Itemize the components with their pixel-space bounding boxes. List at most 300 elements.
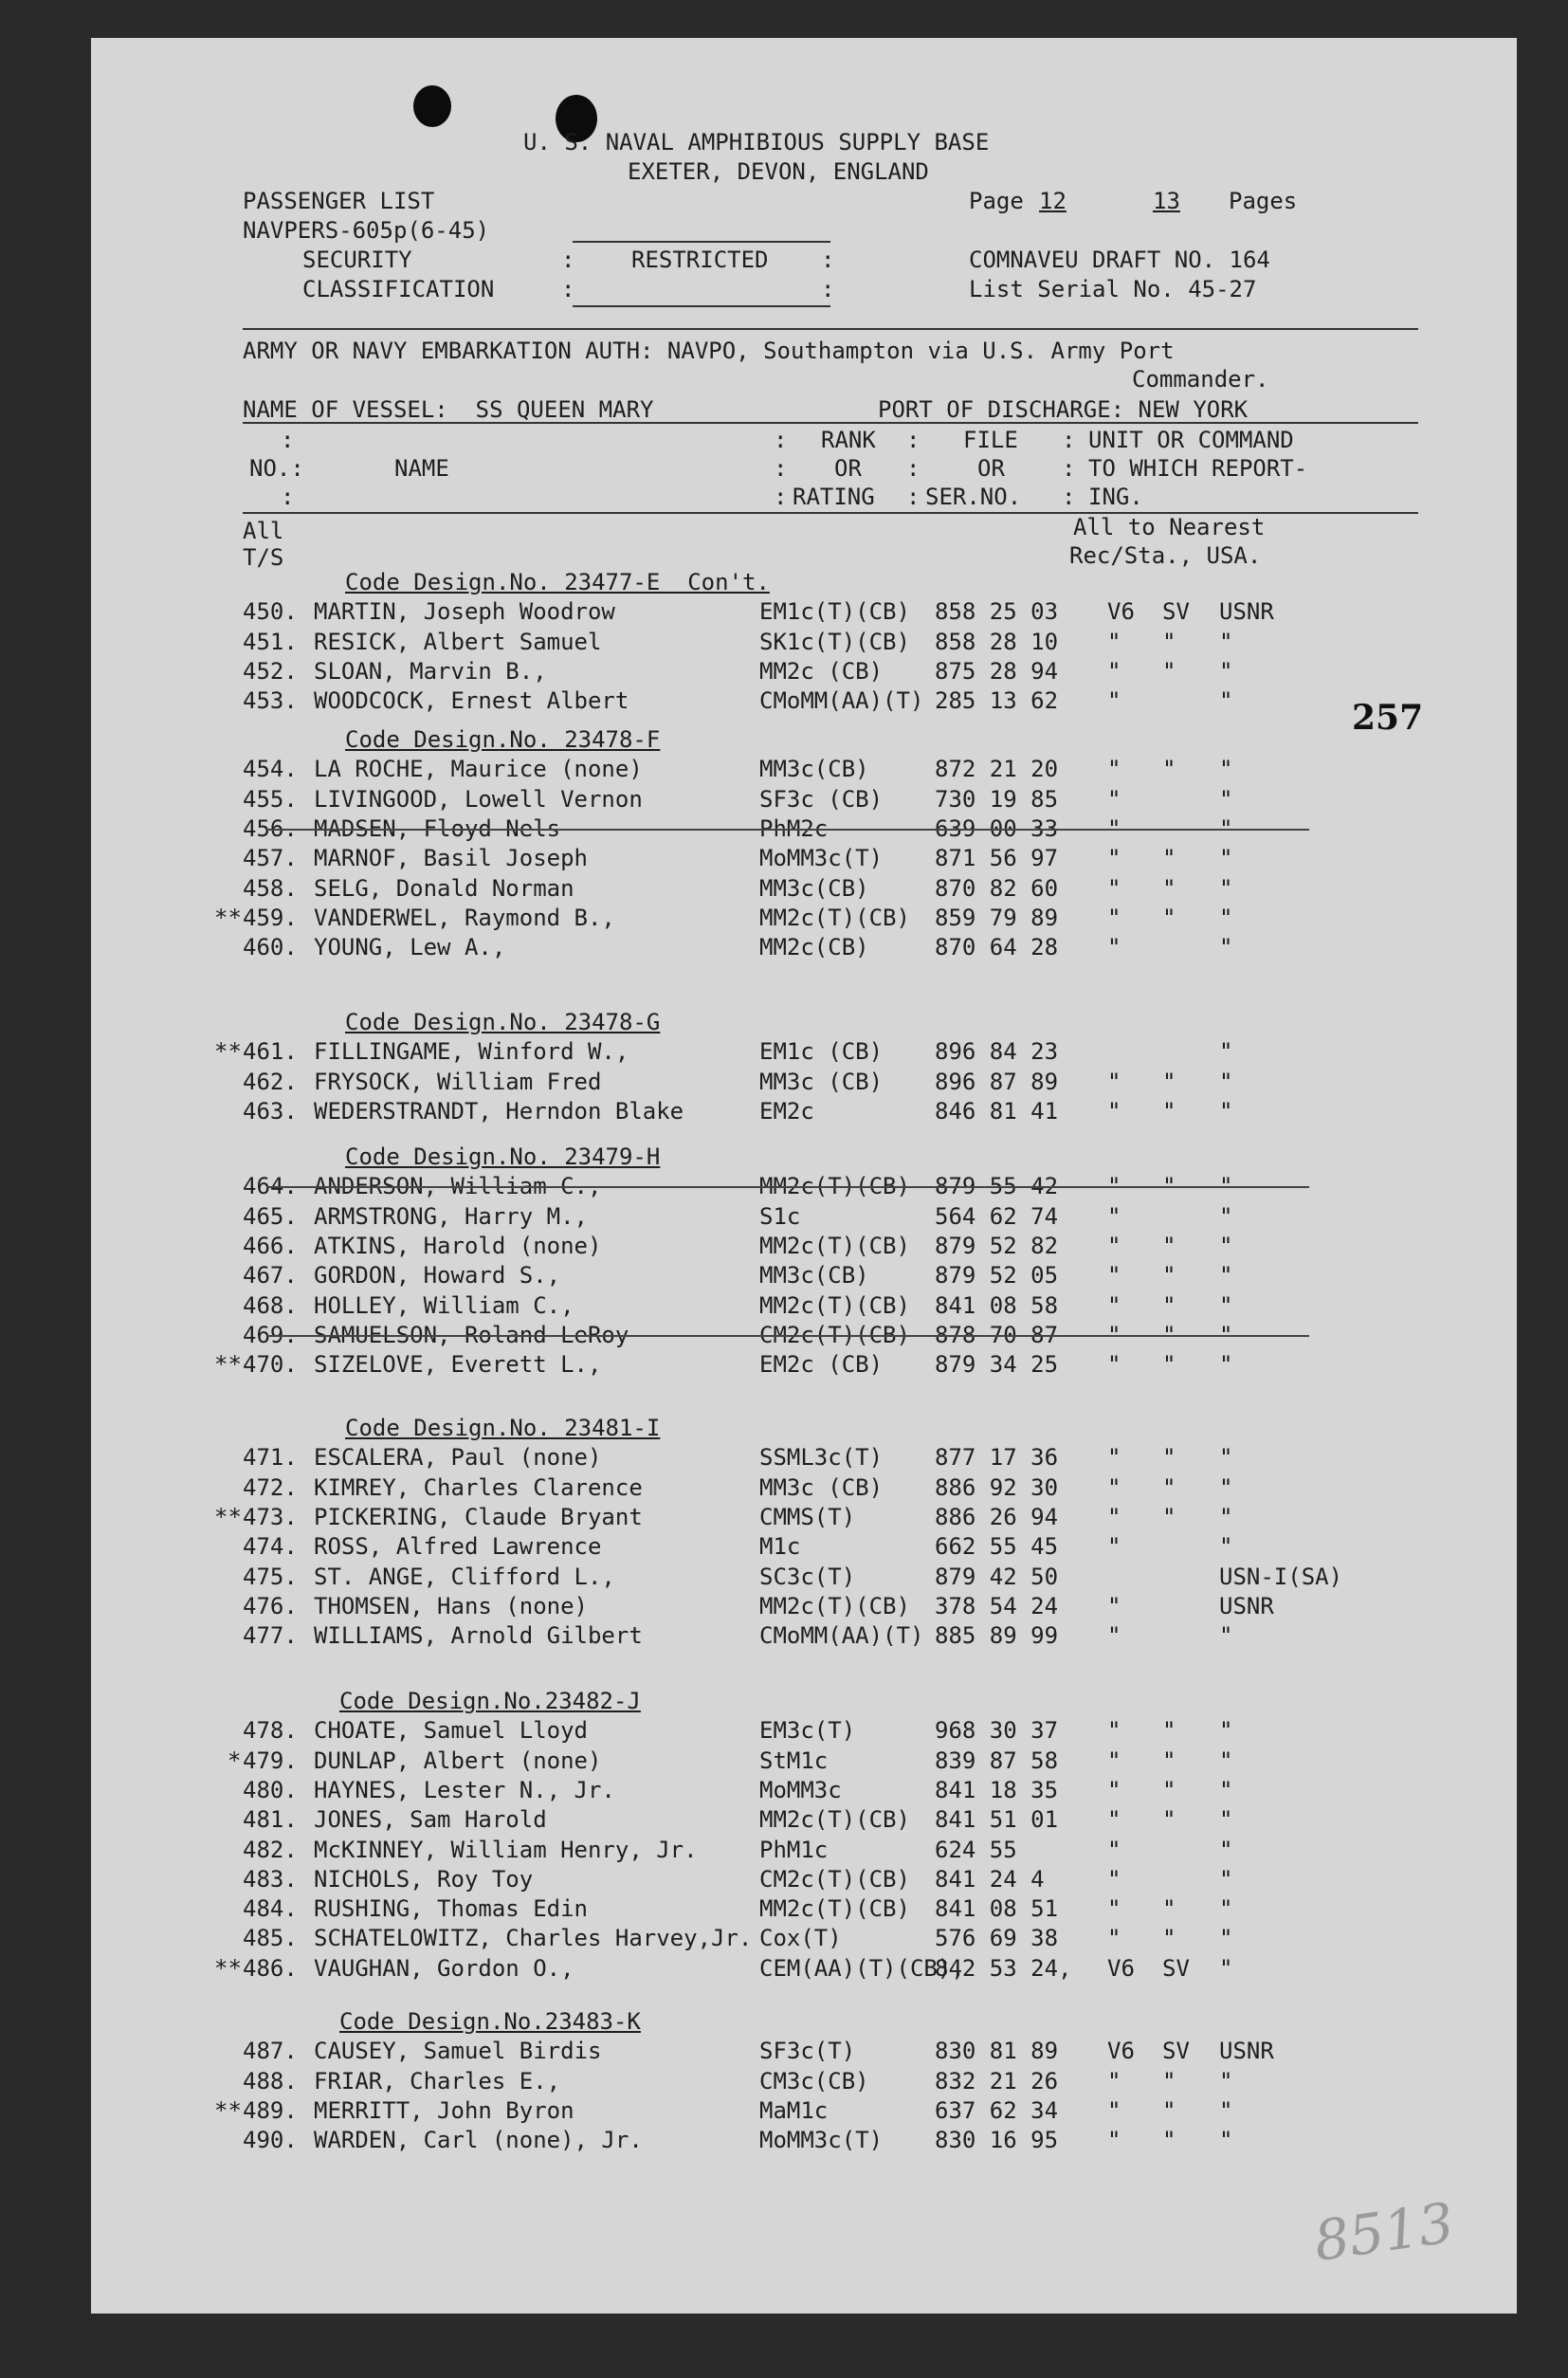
file-number: 858 25 03 [935,598,1059,626]
unit-code-2: " [1162,2067,1176,2094]
row-number: 472. [243,1473,298,1501]
row-number: 453. [243,687,298,715]
unit-code-2: " [1162,1291,1176,1319]
unit-code-2: " [1162,1173,1176,1200]
passenger-name: ST. ANGE, Clifford L., [314,1563,615,1590]
unit-code: " [1107,814,1121,842]
unit-code-2: " [1162,1321,1176,1348]
rank-rating: MM2c(T)(CB) [759,1173,910,1200]
rank-rating: S1c [759,1202,801,1230]
unit-code-2: " [1162,756,1176,783]
file-number: 830 81 89 [935,2038,1059,2065]
rank-rating: MM3c(CB) [759,756,869,783]
passenger-name: VAUGHAN, Gordon O., [314,1954,574,1982]
row-mark: * [228,1747,242,1774]
unit-code-2: " [1162,657,1176,685]
file-number: 841 18 35 [935,1776,1059,1803]
row-number: 469. [243,1321,298,1348]
rank-rating: MM3c(CB) [759,874,869,902]
unit-code: V6 [1107,598,1135,626]
unit-code-2: " [1162,1717,1176,1745]
file-number: 841 24 4 [935,1865,1045,1893]
unit-designation: " [1219,814,1233,842]
row-number: 464. [243,1173,298,1200]
unit-code-2: " [1162,2127,1176,2154]
unit-code: " [1107,1895,1121,1923]
rank-rating: MM2c(T)(CB) [759,1806,910,1834]
unit-code: " [1107,1622,1121,1650]
form-name: PASSENGER LIST [243,188,435,214]
row-number: 471. [243,1444,298,1472]
unit-designation: " [1219,657,1233,685]
row-number: 490. [243,2127,298,2154]
row-mark: ** [214,1351,242,1379]
unit-code: " [1107,2067,1121,2094]
unit-designation: USNR [1219,2038,1274,2065]
unit-code: " [1107,2096,1121,2124]
unit-designation: " [1219,2096,1233,2124]
row-number: 488. [243,2067,298,2094]
file-number: 576 69 38 [935,1925,1059,1952]
unit-designation: " [1219,1291,1233,1319]
row-number: 452. [243,657,298,685]
unit-designation: " [1219,1836,1233,1863]
unit-code-2: " [1162,1925,1176,1952]
page-total: 13 [1153,188,1180,214]
col-header-serno: SER.NO. [925,484,1022,510]
unit-code-2: " [1162,1232,1176,1259]
file-number: 879 34 25 [935,1351,1059,1379]
unit-code: " [1107,1097,1121,1125]
unit-code: " [1107,904,1121,931]
row-number: 455. [243,785,298,813]
row-number: 470. [243,1351,298,1379]
passenger-name: ATKINS, Harold (none) [314,1232,602,1259]
unit-designation: " [1219,1806,1233,1834]
rank-rating: CMoMM(AA)(T) [759,687,924,715]
unit-code: " [1107,845,1121,872]
file-number: 878 70 87 [935,1321,1059,1348]
pages-label: Pages [1229,188,1298,214]
row-number: 458. [243,874,298,902]
unit-code: " [1107,1533,1121,1561]
rank-rating: EM1c (CB) [759,1038,884,1066]
rank-rating: EM1c(T)(CB) [759,598,910,626]
unit-designation: " [1219,845,1233,872]
file-number: 896 87 89 [935,1068,1059,1095]
file-number: 858 28 10 [935,628,1059,655]
row-number: 451. [243,628,298,655]
unit-designation: " [1219,1954,1233,1982]
unit-code-2: SV [1162,598,1190,626]
passenger-name: GORDON, Howard S., [314,1262,561,1290]
col-header-unit: UNIT OR COMMAND [1088,427,1294,453]
rank-rating: EM2c [759,1097,814,1125]
passenger-name: FILLINGAME, Winford W., [314,1038,629,1066]
unit-code-2: " [1162,1068,1176,1095]
punch-hole [413,85,451,127]
unit-designation: " [1219,1202,1233,1230]
unit-designation: " [1219,1097,1233,1125]
row-number: 460. [243,934,298,961]
unit-code-2: " [1162,904,1176,931]
page-label: Page [969,188,1024,214]
row-mark: ** [214,1038,242,1066]
colon: : [1062,484,1076,510]
passenger-name: WOODCOCK, Ernest Albert [314,687,629,715]
colon: : [281,484,295,510]
strikethrough-line [266,829,1309,831]
embarkation-authority: ARMY OR NAVY EMBARKATION AUTH: NAVPO, Southampton via U.S. Army Port [243,338,1175,364]
unit-code: " [1107,1806,1121,1834]
list-serial: List Serial No. 45-27 [969,276,1257,302]
unit-designation: " [1219,1895,1233,1923]
row-number: 462. [243,1068,298,1095]
unit-code: " [1107,1503,1121,1530]
rank-rating: SC3c(T) [759,1563,856,1590]
rank-rating: EM2c (CB) [759,1351,884,1379]
unit-code-2: SV [1162,2038,1190,2065]
file-number: 624 55 [935,1836,1017,1863]
passenger-name: PICKERING, Claude Bryant [314,1503,643,1530]
unit-code: " [1107,1925,1121,1952]
unit-designation: " [1219,2067,1233,2094]
row-number: 478. [243,1717,298,1745]
rank-rating: MM3c (CB) [759,1068,884,1095]
base-title: U. S. NAVAL AMPHIBIOUS SUPPLY BASE [523,129,990,155]
colon: : [774,484,788,510]
row-number: 475. [243,1563,298,1590]
file-number: 637 62 34 [935,2096,1059,2124]
passenger-name: CHOATE, Samuel Lloyd [314,1717,588,1745]
passenger-name: SIZELOVE, Everett L., [314,1351,602,1379]
row-number: 473. [243,1503,298,1530]
strikethrough-line [266,1186,1309,1188]
col-header-no: NO.: [249,455,304,482]
col-header-rank: RANK [821,427,876,453]
rank-rating: Cox(T) [759,1925,842,1952]
passenger-name: KIMREY, Charles Clarence [314,1473,643,1501]
rank-rating: MM2c (CB) [759,657,884,685]
passenger-name: RUSHING, Thomas Edin [314,1895,588,1923]
file-number: 879 52 05 [935,1262,1059,1290]
rank-rating: MM2c(T)(CB) [759,1232,910,1259]
row-number: 487. [243,2038,298,2065]
row-number: 461. [243,1038,298,1066]
unit-designation: " [1219,1473,1233,1501]
unit-designation: " [1219,1038,1233,1066]
unit-designation: " [1219,1444,1233,1472]
file-number: 886 26 94 [935,1503,1059,1530]
passenger-name: WARDEN, Carl (none), Jr. [314,2127,643,2154]
unit-designation: " [1219,1776,1233,1803]
row-number: 450. [243,598,298,626]
file-number: 896 84 23 [935,1038,1059,1066]
rank-rating: SF3c (CB) [759,785,884,813]
file-number: 839 87 58 [935,1747,1059,1774]
passenger-name: DUNLAP, Albert (none) [314,1747,602,1774]
passenger-name: WEDERSTRANDT, Herndon Blake [314,1097,684,1125]
unit-designation: " [1219,1622,1233,1650]
row-number: 483. [243,1865,298,1893]
passenger-name: FRIAR, Charles E., [314,2067,561,2094]
unit-code-2: " [1162,1097,1176,1125]
colon: : [774,427,788,453]
unit-designation: USN-I(SA) [1219,1563,1343,1590]
rank-rating: MoMM3c [759,1776,842,1803]
colon: : [561,276,575,302]
unit-code-2: " [1162,1895,1176,1923]
passenger-name: RESICK, Albert Samuel [314,628,602,655]
col-header-file: FILE [963,427,1018,453]
unit-designation: USNR [1219,598,1274,626]
passenger-name: MADSEN, Floyd Nels [314,814,561,842]
file-number: 378 54 24 [935,1592,1059,1619]
unit-code-2: " [1162,1262,1176,1290]
unit-designation: " [1219,1173,1233,1200]
file-number: 968 30 37 [935,1717,1059,1745]
unit-code: V6 [1107,1954,1135,1982]
all-ts-label: All T/S [243,518,284,571]
classification-value: RESTRICTED [631,247,769,273]
file-number: 871 56 97 [935,845,1059,872]
unit-code-2: " [1162,628,1176,655]
row-number: 456. [243,814,298,842]
unit-code: " [1107,934,1121,961]
col-header-unit2: TO WHICH REPORT- [1088,455,1308,482]
passenger-name: HOLLEY, William C., [314,1291,574,1319]
row-number: 489. [243,2096,298,2124]
passenger-name: ESCALERA, Paul (none) [314,1444,602,1472]
rank-rating: CEM(AA)(T)(CB), [759,1954,965,1982]
col-header-rating: RATING [793,484,875,510]
unit-code-2: " [1162,1747,1176,1774]
passenger-name: CAUSEY, Samuel Birdis [314,2038,602,2065]
unit-code-2: " [1162,1776,1176,1803]
file-number: 285 13 62 [935,687,1059,715]
rank-rating: MM3c (CB) [759,1473,884,1501]
unit-designation: " [1219,687,1233,715]
passenger-name: HAYNES, Lester N., Jr. [314,1776,615,1803]
unit-designation: " [1219,1351,1233,1379]
file-number: 730 19 85 [935,785,1059,813]
vessel-name: NAME OF VESSEL: SS QUEEN MARY [243,396,654,423]
unit-designation: " [1219,785,1233,813]
unit-designation: " [1219,1232,1233,1259]
unit-code: " [1107,1865,1121,1893]
file-number: 832 21 26 [935,2067,1059,2094]
rule [573,305,830,307]
unit-code-2: " [1162,1351,1176,1379]
rank-rating: MM2c(T)(CB) [759,1895,910,1923]
rank-rating: SF3c(T) [759,2038,856,2065]
unit-code: " [1107,628,1121,655]
passenger-name: MERRITT, John Byron [314,2096,574,2124]
unit-designation: " [1219,2127,1233,2154]
file-number: 662 55 45 [935,1533,1059,1561]
rule [243,422,1418,424]
rank-rating: MoMM3c(T) [759,845,884,872]
unit-code: " [1107,1473,1121,1501]
file-number: 564 62 74 [935,1202,1059,1230]
file-number: 875 28 94 [935,657,1059,685]
colon: : [821,247,835,273]
strikethrough-line [266,1335,1309,1337]
passenger-name: WILLIAMS, Arnold Gilbert [314,1622,643,1650]
file-number: 830 16 95 [935,2127,1059,2154]
rank-rating: EM3c(T) [759,1717,856,1745]
embarkation-authority-cont: Commander. [1132,366,1269,393]
rank-rating: MM3c(CB) [759,1262,869,1290]
row-number: 457. [243,845,298,872]
rank-rating: CMoMM(AA)(T) [759,1622,924,1650]
unit-designation: " [1219,904,1233,931]
rank-rating: CMMS(T) [759,1503,856,1530]
unit-code: " [1107,1592,1121,1619]
rule [243,328,1418,330]
rank-rating: SK1c(T)(CB) [759,628,910,655]
row-number: 486. [243,1954,298,1982]
unit-code: " [1107,1202,1121,1230]
unit-designation: " [1219,1321,1233,1348]
rank-rating: MM2c(CB) [759,934,869,961]
passenger-name: SELG, Donald Norman [314,874,574,902]
unit-code: " [1107,874,1121,902]
row-number: 485. [243,1925,298,1952]
row-number: 454. [243,756,298,783]
passenger-name: YOUNG, Lew A., [314,934,506,961]
unit-designation: " [1219,1533,1233,1561]
file-number: 885 89 99 [935,1622,1059,1650]
unit-code: " [1107,1747,1121,1774]
passenger-name: JONES, Sam Harold [314,1806,547,1834]
unit-code-2: SV [1162,1954,1190,1982]
row-number: 480. [243,1776,298,1803]
rec-sta-label: Rec/Sta., USA. [1069,542,1262,569]
form-number: NAVPERS-605p(6-45) [243,217,490,244]
file-number: 846 81 41 [935,1097,1059,1125]
unit-code: " [1107,1068,1121,1095]
row-number: 479. [243,1747,298,1774]
passenger-name: SLOAN, Marvin B., [314,657,547,685]
unit-code: " [1107,2127,1121,2154]
row-number: 477. [243,1622,298,1650]
col-header-unit3: ING. [1088,484,1143,510]
unit-code: V6 [1107,2038,1135,2065]
unit-designation: " [1219,756,1233,783]
unit-code-2: " [1162,2096,1176,2124]
rank-rating: CM2c(T)(CB) [759,1865,910,1893]
rank-rating: M1c [759,1533,801,1561]
passenger-name: MARTIN, Joseph Woodrow [314,598,615,626]
unit-designation: USNR [1219,1592,1274,1619]
file-number: 842 53 24, [935,1954,1072,1982]
pencil-note: 8513 [1309,2190,1458,2274]
rule [573,241,830,243]
colon: : [561,247,575,273]
colon: : [906,484,921,510]
passenger-name: LIVINGOOD, Lowell Vernon [314,785,643,813]
passenger-name: ANDERSON, William C., [314,1173,602,1200]
row-mark: ** [214,1954,242,1982]
security-label: SECURITY [302,247,412,273]
unit-code: " [1107,1262,1121,1290]
unit-designation: " [1219,1717,1233,1745]
rank-rating: MaM1c [759,2096,829,2124]
unit-designation: " [1219,628,1233,655]
passenger-name: LA ROCHE, Maurice (none) [314,756,643,783]
unit-code: " [1107,1232,1121,1259]
unit-designation: " [1219,1747,1233,1774]
row-number: 482. [243,1836,298,1863]
unit-code-2: " [1162,1806,1176,1834]
rank-rating: MoMM3c(T) [759,2127,884,2154]
unit-code: " [1107,785,1121,813]
file-number: 870 82 60 [935,874,1059,902]
unit-code: " [1107,687,1121,715]
rank-rating: MM2c(T)(CB) [759,1291,910,1319]
unit-code: " [1107,657,1121,685]
unit-designation: " [1219,1068,1233,1095]
passenger-name: NICHOLS, Roy Toy [314,1865,534,1893]
unit-code: " [1107,1321,1121,1348]
unit-code-2: " [1162,1503,1176,1530]
base-location: EXETER, DEVON, ENGLAND [628,158,929,185]
row-mark: ** [214,1503,242,1530]
unit-code-2: " [1162,1473,1176,1501]
rank-rating: CM2c(T)(CB) [759,1321,910,1348]
passenger-name: ARMSTRONG, Harry M., [314,1202,588,1230]
unit-designation: " [1219,1925,1233,1952]
unit-designation: " [1219,934,1233,961]
passenger-name: SCHATELOWITZ, Charles Harvey,Jr. [314,1925,753,1952]
unit-code-2: " [1162,874,1176,902]
colon: : [774,455,788,482]
row-number: 484. [243,1895,298,1923]
row-mark: ** [214,2096,242,2124]
unit-designation: " [1219,1865,1233,1893]
colon: : [1062,427,1076,453]
file-number: 841 08 51 [935,1895,1059,1923]
draft-number: COMNAVEU DRAFT NO. 164 [969,247,1270,273]
unit-designation: " [1219,1503,1233,1530]
colon: : [281,427,295,453]
row-number: 476. [243,1592,298,1619]
port-of-discharge: PORT OF DISCHARGE: NEW YORK [878,396,1249,423]
rank-rating: PhM2c [759,814,829,842]
unit-code: " [1107,1776,1121,1803]
unit-code: " [1107,1836,1121,1863]
file-number: 879 55 42 [935,1173,1059,1200]
classification-label: CLASSIFICATION [302,276,495,302]
passenger-name: VANDERWEL, Raymond B., [314,904,615,931]
unit-code: " [1107,1444,1121,1472]
unit-code: " [1107,1291,1121,1319]
row-number: 465. [243,1202,298,1230]
unit-code: " [1107,1717,1121,1745]
stamped-page-number: 257 [1352,698,1424,738]
rank-rating: MM2c(T)(CB) [759,1592,910,1619]
rank-rating: MM2c(T)(CB) [759,904,910,931]
file-number: 870 64 28 [935,934,1059,961]
passenger-name: McKINNEY, William Henry, Jr. [314,1836,698,1863]
passenger-name: SAMUELSON, Roland LeRoy [314,1321,629,1348]
row-number: 481. [243,1806,298,1834]
row-mark: ** [214,904,242,931]
passenger-name: FRYSOCK, William Fred [314,1068,602,1095]
row-number: 459. [243,904,298,931]
file-number: 877 17 36 [935,1444,1059,1472]
